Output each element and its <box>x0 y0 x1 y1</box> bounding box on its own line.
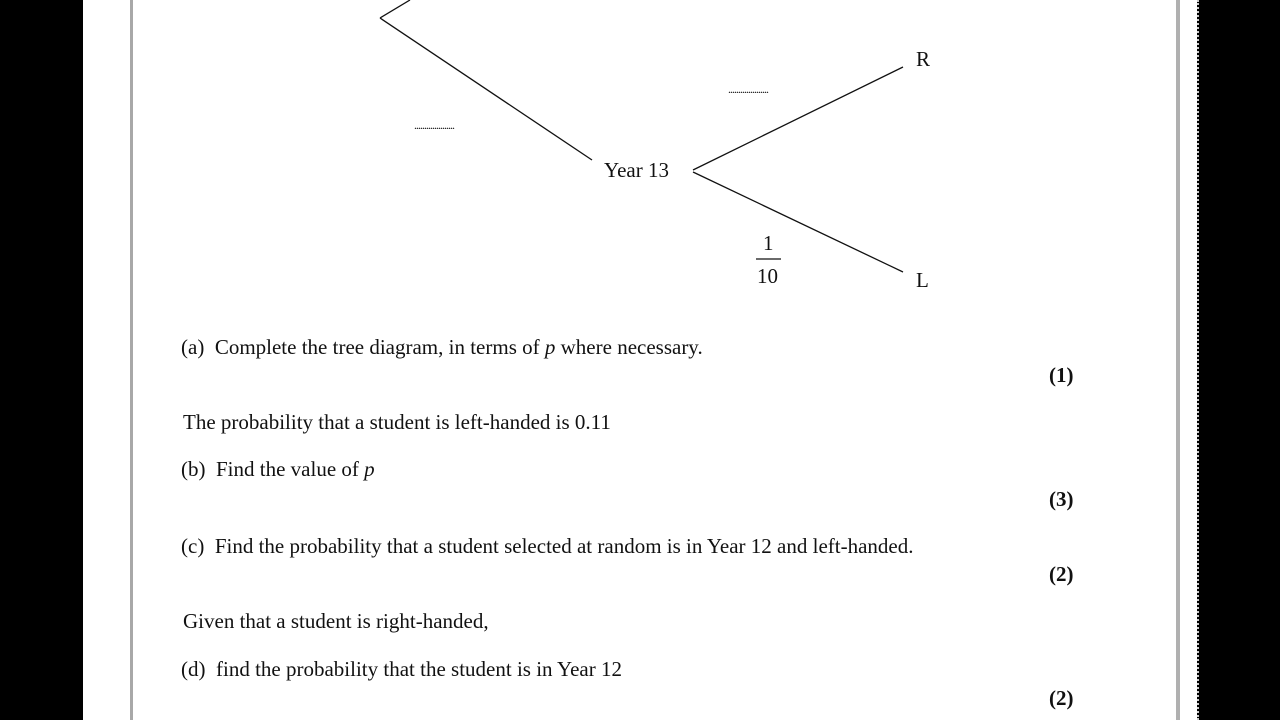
marks-b: (3) <box>1049 487 1074 511</box>
info-left-handed: The probability that a student is left-handed is 0.11 <box>183 410 611 434</box>
leaf-r: R <box>916 47 931 71</box>
node-year13: Year 13 <box>604 158 669 182</box>
branch-year13-l <box>693 172 903 272</box>
question-d: (d) find the probability that the student is in Year 12 <box>181 657 622 681</box>
fraction-numerator: 1 <box>763 231 774 255</box>
fraction-denominator: 10 <box>757 264 778 288</box>
leaf-l: L <box>916 268 929 292</box>
marks-a: (1) <box>1049 363 1074 387</box>
marks-c: (2) <box>1049 562 1074 586</box>
question-b: (b) Find the value of p <box>181 457 375 481</box>
question-c: (c) Find the probability that a student selected at random is in Year 12 and left-handed. <box>181 534 914 558</box>
branch-year13-r <box>693 67 903 170</box>
marks-d: (2) <box>1049 686 1074 710</box>
question-a: (a) Complete the tree diagram, in terms of p where necessary. <box>181 335 703 359</box>
blank-answer-2[interactable]: .................... <box>728 82 768 96</box>
branch-top-stub <box>380 0 410 18</box>
given-statement: Given that a student is right-handed, <box>183 609 489 633</box>
branch-year13 <box>380 18 592 160</box>
blank-answer-1[interactable]: .................... <box>414 118 454 132</box>
